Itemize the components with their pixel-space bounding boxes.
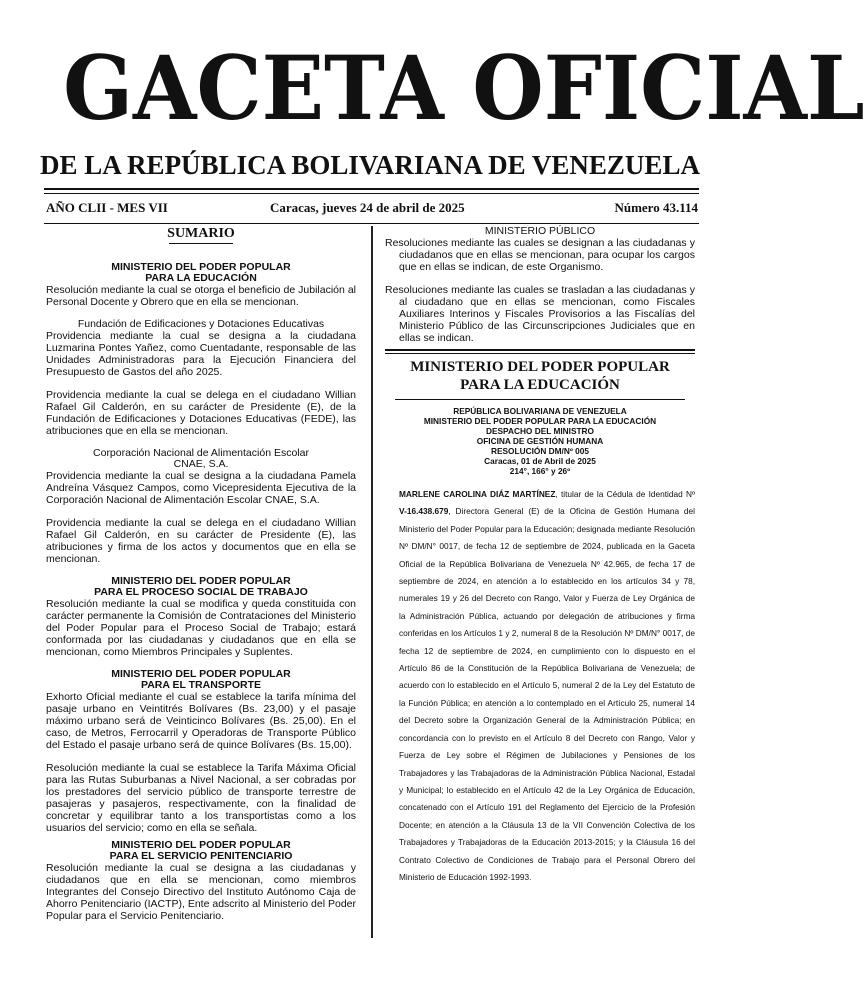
section-heading: MINISTERIO DEL PODER POPULAR: [111, 261, 291, 273]
header-rule-top-thin: [44, 193, 699, 194]
section-rule-thin: [385, 353, 695, 354]
section-subheading: Fundación de Edificaciones y Dotaciones Educativas: [77, 318, 325, 330]
section-rule-thick: [385, 349, 695, 351]
summary-title: SUMARIO: [167, 226, 235, 241]
ministry-title: [385, 358, 695, 394]
section-heading: PARA EL PROCESO SOCIAL DE TRABAJO: [94, 586, 308, 598]
issue-year-month: AÑO CLII - MES VII: [46, 200, 168, 215]
resolution-header-line: DESPACHO DEL MINISTRO: [485, 426, 595, 436]
summary-entry: Providencia mediante la cual se designa a la ciudadana Luzmarina Pontes Yañez, como Cuentadante, responsable de las Unidades Administradoras para la Ejecución Financiera del Presupuesto de Gastos del año 2025.: [46, 330, 356, 378]
summary-column: [46, 226, 356, 922]
resolution-header-line: OFICINA DE GESTIÓN HUMANA: [476, 436, 604, 446]
body-text-a: , titular de la Cédula de Identidad Nº: [555, 489, 695, 499]
summary-entry: Resolución mediante la cual se establece la Tarifa Máxima Oficial para las Rutas Suburbanas a Nivel Nacional, a ser cobradas por los prestadores del servicio público de transporte terrestre de pasajeras y pasajeros, respectivamente, con la finalidad de concretar y equilibrar tanto a los transportistas como a los usuarios del servicio; como en ella se señala.: [46, 762, 356, 834]
section-heading: PARA EL TRANSPORTE: [141, 679, 261, 691]
body-text-b: , Directora General (E) de la Oficina de Gestión Humana del Ministerio del Poder Popular para la Educación; designada mediante Resolución Nº DM/N° 0017, de fecha 12 de septiembre de 2024, publicada en la Gaceta Oficial de la República Bolivariana de Venezuela Nº 42.965, de fecha 17 de septiembre de 2024, en atención a lo establecido en los artículos 34 y 78, numerales 19 y 26 del Decreto con Rango, Valor y Fuerza de Ley Orgánica de la Administración Pública, actuando por delegación de atribuciones y firma conferidas en los Artículos 1 y 2, numeral 8 de la Resolución Nº DM/N° 0017, de fecha 12 de septiembre de 2024, en cumplimiento con lo dispuesto en el Artículo 86 de la Constitución de la República Bolivariana de Venezuela; de acuerdo con lo establecido en el Artículo 5, numeral 2 de la Ley del Estatuto de la Función Pública; en atención a lo contemplado en el Artículo 25, numeral 14 del Decreto sobre la Organización General de la Administración Pública; en concordancia con lo previsto en el Artículo 8 del Decreto con Rango, Valor y Fuerza de Ley sobre el Régimen de Jubilaciones y Pensiones de los Trabajadores y las Trabajadoras de la Administración Pública Nacional, Estadal y Municipal; lo establecido en el Artículo 42 de la Ley Orgánica de Educación, concatenado con el Artículo 191 del Reglamento del Ejercicio de la Profesión Docente; en atención a la Cláusula 13 de la VII Convención Colectiva de los Trabajadores y Trabajadoras de la Educación 2013-2015; y la Cláusula 16 del Contrato Colectivo de Condiciones de Trabajo para el Personal Obrero del Ministerio de Educación 1992-1993.: [399, 506, 695, 882]
resolution-header-line: Caracas, 01 de Abril de 2025: [484, 456, 596, 466]
summary-title-underline: [169, 243, 233, 244]
column-divider: [371, 226, 373, 938]
section-heading: MINISTERIO DEL PODER POPULAR: [111, 668, 291, 680]
summary-entry: Exhorto Oficial mediante el cual se establece la tarifa mínima del pasaje urbano en Veintitrés Bolívares (Bs. 23,00) y el pasaje máximo urbano será de Veinticinco Bolívares (Bs. 25,00). En el caso, de Metros, Ferrocarril y Operadoras de Transporte Público del Estado el pasaje urbano será de quince Bolívares (Bs. 15,00).: [46, 691, 356, 751]
section-heading: MINISTERIO DEL PODER POPULAR: [111, 839, 291, 851]
section-heading: MINISTERIO DEL PODER POPULAR: [111, 575, 291, 587]
signer-name: MARLENE CAROLINA DIÁZ MARTÍNEZ: [399, 489, 556, 499]
issue-info-bar: [46, 200, 698, 218]
summary-entry: Resoluciones mediante las cuales se designan a las ciudadanas y ciudadanos que en ellas se mencionan, para ocupar los cargos que en ellas se indican, de este Organismo.: [385, 237, 695, 273]
issue-place-date: Caracas, jueves 24 de abril de 2025: [270, 200, 465, 215]
right-column: [385, 226, 695, 886]
id-number: V-16.438.679: [399, 506, 449, 517]
ministerio-publico-heading: MINISTERIO PÚBLICO: [484, 225, 596, 237]
resolution-header-line: REPÚBLICA BOLIVARIANA DE VENEZUELA: [453, 406, 627, 416]
issue-number: Número 43.114: [614, 200, 698, 215]
ministry-title-line: PARA LA EDUCACIÓN: [460, 377, 620, 393]
resolution-header: [385, 406, 695, 476]
header-rule-top: [44, 188, 699, 190]
masthead-title: GACETA OFICIAL: [63, 36, 865, 140]
summary-entry: Resolución mediante la cual se designa a las ciudadanas y ciudadanos que en ella se mencionan, como miembros Integrantes del Consejo Directivo del Instituto Autónomo Caja de Ahorro Penitenciario (IACTP), Ente adscrito al Ministerio del Poder Popular para el Servicio Penitenciario.: [46, 862, 356, 922]
summary-entry: Resoluciones mediante las cuales se trasladan a las ciudadanas y al ciudadano que en ellas se mencionan, como Fiscales Auxiliares Interinos y Fiscales Provisorios a las Fiscalías del Ministerio Público de las Circunscripciones Judiciales que en ellas se indican.: [385, 284, 695, 344]
summary-entry: Providencia mediante la cual se delega en el ciudadano Willian Rafael Gil Calderón, en su carácter de Presidente (E), las atribuciones y firma de los actos y documentos que en ella se mencionan.: [46, 517, 356, 565]
summary-entry: Resolución mediante la cual se modifica y queda constituida con carácter permanente la Comisión de Contrataciones del Ministerio del Poder Popular para el Proceso Social de Trabajo; estará conformada por las ciudadanas y ciudadanos que en ella se mencionan, como Miembros Principales y Suplentes.: [46, 598, 356, 658]
section-heading: PARA LA EDUCACIÓN: [145, 272, 257, 284]
resolution-header-line: MINISTERIO DEL PODER POPULAR PARA LA EDUCACIÓN: [423, 416, 657, 426]
resolution-body: [385, 486, 695, 886]
section-subheading: Corporación Nacional de Alimentación Escolar: [93, 447, 309, 459]
section-subheading: CNAE, S.A.: [173, 458, 229, 470]
section-heading: PARA EL SERVICIO PENITENCIARIO: [109, 850, 293, 862]
masthead-subtitle: DE LA REPÚBLICA BOLIVARIANA DE VENEZUELA: [40, 150, 700, 180]
summary-entry: Providencia mediante la cual se designa a la ciudadana Pamela Andreína Vásquez Campos, como Vicepresidenta Ejecutiva de la Corporación Nacional de Alimentación Escolar CNAE, S.A.: [46, 470, 356, 506]
resolution-header-line: RESOLUCIÓN DM/Nº 005: [491, 446, 589, 456]
summary-entry: Resolución mediante la cual se otorga el beneficio de Jubilación al Personal Docente y Obrero que en ella se mencionan.: [46, 284, 356, 308]
resolution-header-line: 214°, 166° y 26º: [509, 466, 571, 476]
summary-entry: Providencia mediante la cual se delega en el ciudadano Willian Rafael Gil Calderón, en su carácter de Presidente (E), de la Fundación de Edificaciones y Dotaciones Educativas (FEDE), las atribuciones que en ella se mencionan.: [46, 389, 356, 437]
ministry-title-rule: [395, 399, 685, 400]
ministry-title-line: MINISTERIO DEL PODER POPULAR: [410, 359, 670, 375]
header-rule-bottom: [44, 223, 699, 224]
